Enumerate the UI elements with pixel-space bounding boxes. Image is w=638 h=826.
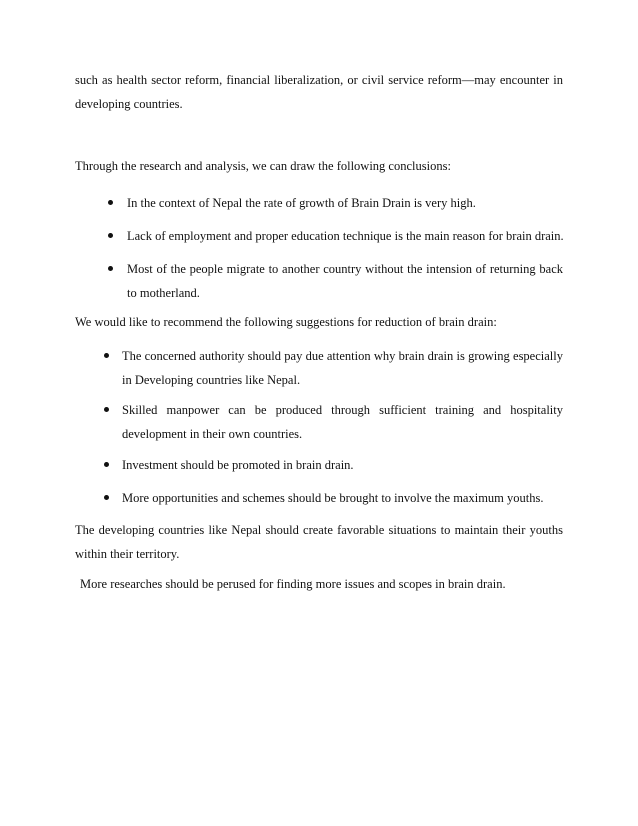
conclusions-lead: Through the research and analysis, we can draw the following conclusions: (75, 159, 451, 173)
bullet-icon (104, 495, 109, 500)
conclusion-text-line-1: Most of the people migrate to another country without the intension of returning back (127, 262, 563, 276)
conclusion-text-line-2: to motherland. (127, 286, 200, 300)
bullet-icon (108, 200, 113, 205)
closing-line-2: within their territory. (75, 547, 180, 561)
conclusion-text: Lack of employment and proper education technique is the main reason for brain drain. (127, 229, 564, 243)
closing-final: More researches should be perused for finding more issues and scopes in brain drain. (80, 577, 506, 591)
suggestion-text-line-1: Skilled manpower can be produced through sufficient training and hospitality (122, 403, 563, 417)
closing-line-1: The developing countries like Nepal should create favorable situations to maintain their youths (75, 523, 563, 537)
bullet-icon (108, 233, 113, 238)
suggestion-text: More opportunities and schemes should be brought to involve the maximum youths. (122, 491, 544, 505)
intro-line-2: developing countries. (75, 97, 183, 111)
suggestion-text-line-2: in Developing countries like Nepal. (122, 373, 301, 387)
intro-line-1: such as health sector reform, financial liberalization, or civil service reform—may encounter in (75, 73, 563, 87)
bullet-icon (104, 353, 109, 358)
bullet-icon (108, 266, 113, 271)
suggestion-text: Investment should be promoted in brain drain. (122, 458, 354, 472)
bullet-icon (104, 407, 109, 412)
bullet-icon (104, 462, 109, 467)
suggestion-text-line-2: development in their own countries. (122, 427, 303, 441)
suggestions-lead: We would like to recommend the following suggestions for reduction of brain drain: (75, 315, 497, 329)
conclusion-text: In the context of Nepal the rate of growth of Brain Drain is very high. (127, 196, 476, 210)
suggestion-text-line-1: The concerned authority should pay due attention why brain drain is growing especially (122, 349, 563, 363)
